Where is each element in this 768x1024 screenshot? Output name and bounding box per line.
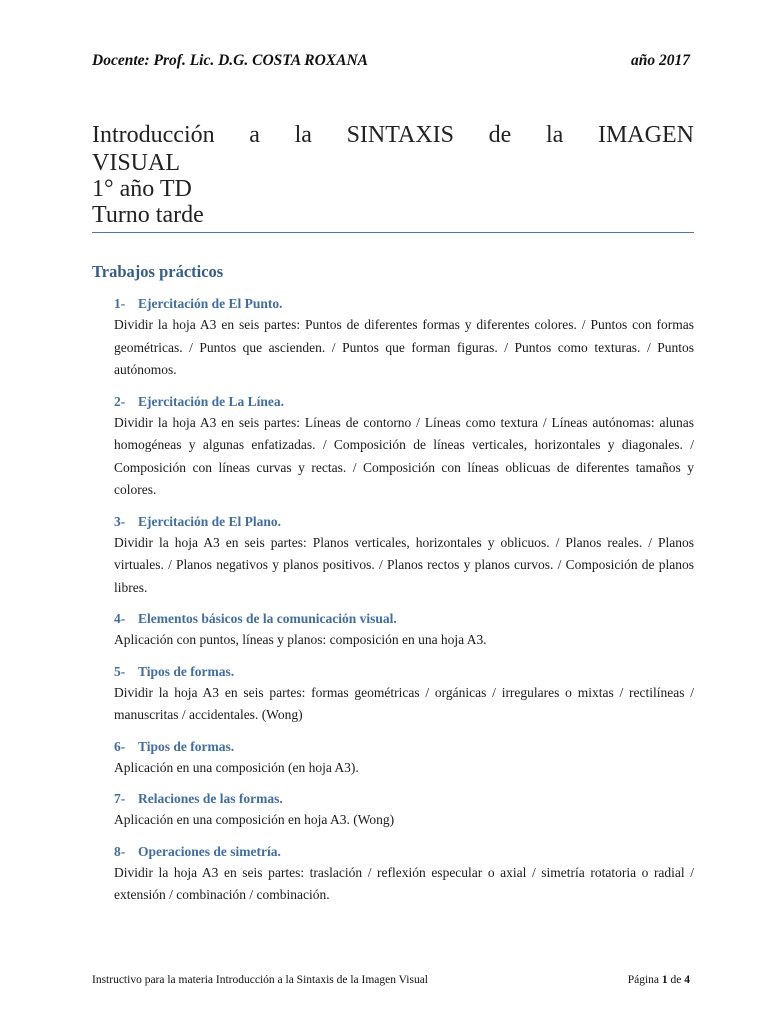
item-number: 7- [114, 791, 126, 806]
list-item [114, 662, 694, 727]
page-total: 4 [684, 974, 690, 986]
item-title-text: Tipos de formas. [138, 738, 235, 754]
title-word: la [294, 122, 312, 148]
title-line-2: VISUAL [92, 150, 180, 176]
item-title [114, 392, 694, 412]
item-body: Dividir la hoja A3 en seis partes: Planos verticales, horizontales y oblicuos. / Planos reales. / Planos virtuales. / Planos negativos y planos positivos. / Planos rectos y planos curvos. / Composición de planos libres. [114, 534, 694, 595]
item-number: 6- [114, 738, 126, 754]
item-number: 1- [114, 296, 126, 311]
page-footer [92, 974, 690, 986]
item-body: Dividir la hoja A3 en seis partes: Líneas de contorno / Líneas como textura / Líneas autónomas: alunas homogéneas y algunas enfatizadas. / Composición de líneas verticales, horizontales y diagonales. / Composición con líneas curvas y rectas. / Composición con líneas oblicuas de diferentes tamaños y colores. [114, 414, 694, 497]
item-title-text: Elementos básicos de la comunicación visual. [138, 611, 397, 626]
item-title-text: Ejercitación de El Plano. [138, 513, 281, 529]
item-title-text: Ejercitación de La Línea. [138, 393, 284, 409]
item-title [114, 609, 694, 629]
item-number: 8- [114, 843, 126, 859]
item-body: Dividir la hoja A3 en seis partes: traslación / reflexión especular o axial / simetría rotatoria o radial / extensión / combinación / combinación. [114, 864, 694, 902]
item-title [114, 789, 694, 809]
item-title-text: Ejercitación de El Punto. [138, 296, 283, 311]
item-number: 2- [114, 393, 126, 409]
title-word: Introducción [92, 122, 215, 148]
item-title [114, 512, 694, 532]
item-body: Dividir la hoja A3 en seis partes: Puntos de diferentes formas y diferentes colores. / Puntos con formas geométricas. / Puntos que ascienden. / Puntos que forman figuras. / Puntos como texturas. / Puntos autónomos. [114, 317, 694, 377]
title-word: SINTAXIS [346, 122, 454, 148]
item-number: 3- [114, 513, 126, 529]
page-header [92, 52, 690, 70]
title-divider [92, 232, 694, 233]
item-title [114, 294, 694, 314]
item-title-text: Relaciones de las formas. [138, 791, 283, 806]
title-word: IMAGEN [597, 122, 694, 148]
page-label: Página [627, 974, 660, 986]
list-item [114, 737, 694, 780]
footer-document-title: Instructivo para la materia Introducción a la Sintaxis de la Imagen Visual [92, 974, 428, 986]
list-item [114, 842, 694, 907]
page-current: 1 [661, 974, 668, 986]
item-body: Aplicación con puntos, líneas y planos: composición en una hoja A3. [114, 632, 487, 647]
document-year: año 2017 [631, 52, 690, 69]
title-word: de [488, 122, 512, 148]
item-number: 5- [114, 663, 126, 679]
assignment-list [114, 294, 694, 917]
item-body: Dividir la hoja A3 en seis partes: formas geométricas / orgánicas / irregulares o mixtas / rectilíneas / manuscritas / accidentales. (Wong) [114, 684, 694, 722]
page-of: de [670, 974, 682, 986]
item-title [114, 842, 694, 862]
title-word: la [545, 122, 564, 148]
title-word: a [249, 122, 260, 148]
document-title [92, 120, 694, 228]
list-item [114, 512, 694, 600]
item-body: Aplicación en una composición (en hoja A3). [114, 759, 359, 775]
page-number [628, 974, 690, 986]
list-item [114, 294, 694, 382]
list-item [114, 789, 694, 832]
item-title-text: Tipos de formas. [138, 663, 235, 679]
teacher-name: Docente: Prof. Lic. D.G. COSTA ROXANA [92, 52, 368, 69]
item-number: 4- [114, 611, 126, 626]
list-item [114, 392, 694, 502]
list-item [114, 609, 694, 652]
item-title [114, 662, 694, 682]
item-title [114, 737, 694, 757]
item-body: Aplicación en una composición en hoja A3. (Wong) [114, 812, 395, 827]
section-heading: Trabajos prácticos [92, 262, 224, 281]
item-title-text: Operaciones de simetría. [138, 843, 281, 859]
course-shift: Turno tarde [92, 202, 204, 228]
course-year: 1° año TD [92, 176, 192, 202]
title-line-1 [92, 120, 694, 150]
